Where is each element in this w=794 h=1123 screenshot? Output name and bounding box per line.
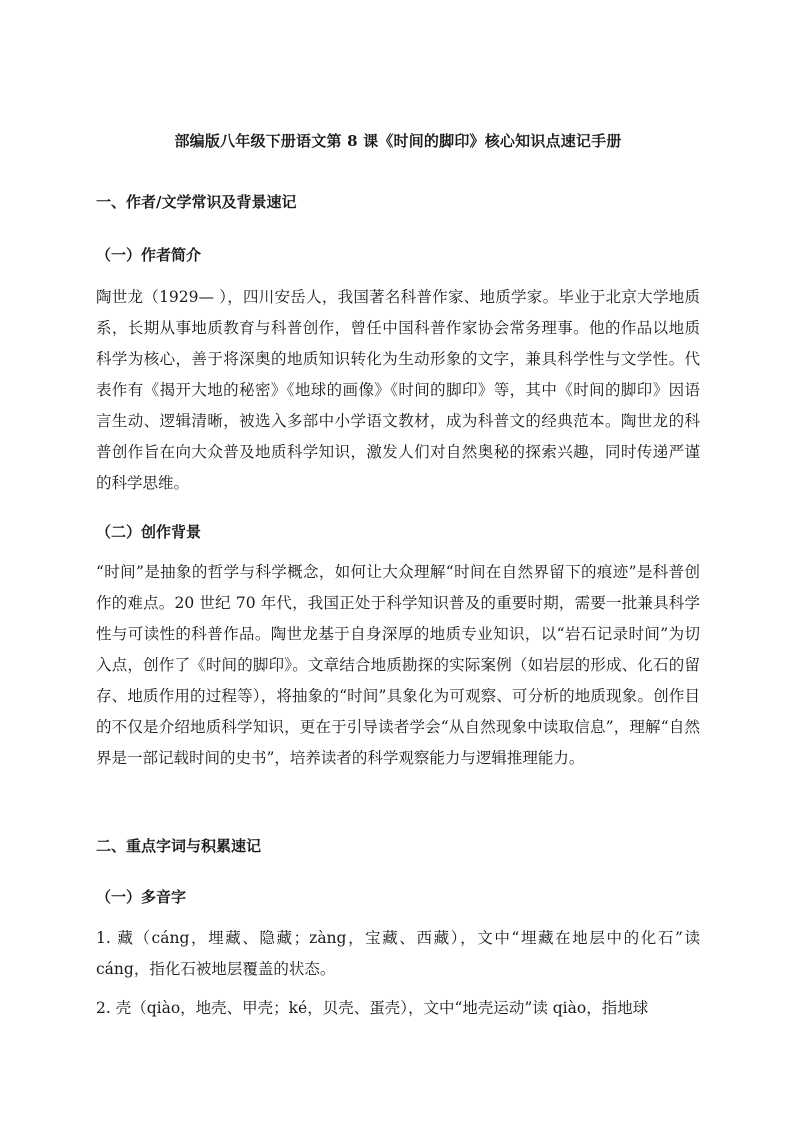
polyphone-item-text: 1. 藏（cáng，埋藏、隐藏；zàng，宝藏、西藏），文中“埋藏在地层中的化石”读 cáng，指化石被地层覆盖的状态。 bbox=[96, 929, 700, 978]
section-heading-vocabulary: 二、重点字词与积累速记 bbox=[96, 837, 262, 855]
author-intro-paragraph bbox=[96, 282, 700, 499]
polyphone-item-text: 2. 壳（qiào，地壳、甲壳；ké，贝壳、蛋壳），文中“地壳运动”读 qiào，指地球 bbox=[96, 999, 649, 1017]
polyphone-item bbox=[96, 993, 700, 1024]
subsection-heading-creation-background: （二）创作背景 bbox=[96, 523, 202, 541]
creation-background-paragraph bbox=[96, 557, 700, 774]
author-intro-text: 陶世龙（1929— ），四川安岳人，我国著名科普作家、地质学家。毕业于北京大学地质系，长期从事地质教育与科普创作，曾任中国科普作家协会常务理事。他的作品以地质科学为核心，善于将深奥的地质知识转化为生动形象的文字，兼具科学性与文学性。代表作有《揭开大地的秘密》《地球的画像》《时间的脚印》等，其中《时间的脚印》因语言生动、逻辑清晰，被选入多部中小学语文教材，成为科普文的经典范本。陶世龙的科普创作旨在向大众普及地质科学知识，激发人们对自然奥秘的探索兴趣，同时传递严谨的科学思维。 bbox=[96, 288, 700, 492]
polyphone-item bbox=[96, 923, 700, 985]
document-title: 部编版八年级下册语文第 8 课《时间的脚印》核心知识点速记手册 bbox=[174, 132, 622, 150]
creation-background-text: “时间”是抽象的哲学与科学概念，如何让大众理解“时间在自然界留下的痕迹”是科普创作的难点。20 世纪 70 年代，我国正处于科学知识普及的重要时期，需要一批兼具科学性与可读性的科普作品。陶世龙基于自身深厚的地质专业知识，以“岩石记录时间”为切入点，创作了《时间的脚印》。文章结合地质勘探的实际案例（如岩层的形成、化石的留存、地质作用的过程等），将抽象的“时间”具象化为可观察、可分析的地质现象。创作目的不仅是介绍地质科学知识，更在于引导读者学会“从自然现象中读取信息”，理解“自然界是一部记载时间的史书”，培养读者的科学观察能力与逻辑推理能力。 bbox=[96, 563, 700, 767]
subsection-heading-author-intro: （一）作者简介 bbox=[96, 246, 202, 264]
section-heading-author-background: 一、作者/文学常识及背景速记 bbox=[96, 193, 297, 211]
subsection-heading-polyphones: （一）多音字 bbox=[96, 888, 187, 906]
